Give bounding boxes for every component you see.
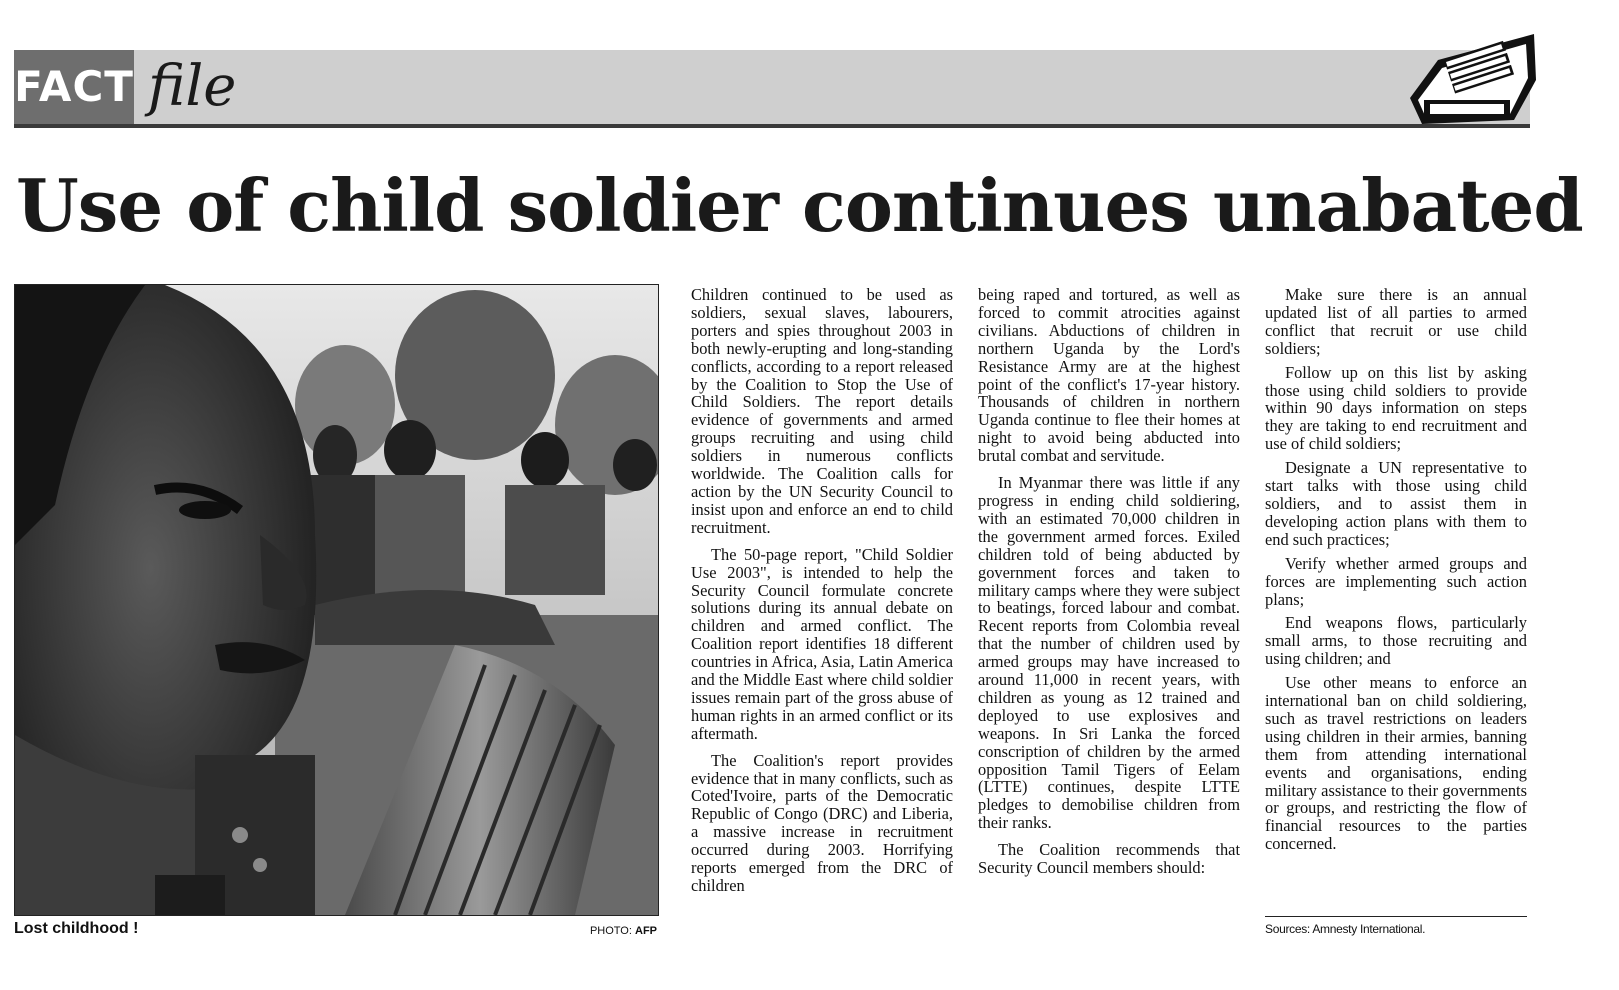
recommendation-item: Follow up on this list by asking those using child soldiers to provide within 90 days information on steps they are taking to end recruitment and use of child soldiers; (1265, 362, 1527, 454)
recommendation-item: Designate a UN representative to start talks with those using child soldiers, and to assist them in developing action plans with them to end such practices; (1265, 458, 1527, 549)
paragraph: The 50-page report, "Child Soldier Use 2003", is intended to help the Security Council formulate concrete solutions during its annual debate on children and armed conflict. The Coalition report identifies 18 different countries in Africa, Asia, Latin America and the Middle East where child soldier issues remain part of the gross abuse of human rights in an armed conflict or its aftermath. (691, 544, 953, 743)
article-column-2 (978, 286, 1240, 886)
photo-credit-source: AFP (635, 925, 657, 937)
card-file-cabinet-icon (1404, 20, 1544, 130)
paragraph: The Coalition recommends that Security Council members should: (978, 840, 1240, 878)
paragraph: In Myanmar there was little if any progress in ending child soldiering, with an estimated 70,000 children in the government armed forces. Exiled children told of being abducted by government forces and taken to military camps where they were subject to beatings, forced labour and combat. Recent reports from Colombia reveal that the number of children used by armed groups may have increased to around 11,000 in recent years, with children as young as 12 trained and deployed to use explosives and weapons. In Sri Lanka the forced conscription of children by the armed opposition Tamil Tigers of Eelam (LTTE) continues, despite LTTE pledges to demobilise children from their ranks. (978, 473, 1240, 833)
article-column-1 (691, 286, 953, 904)
sources-divider (1265, 916, 1527, 917)
fact-label: FACT (14, 50, 134, 124)
recommendation-item: End weapons flows, particularly small arms, to those recruiting and using children; and (1265, 613, 1527, 669)
paragraph: Children continued to be used as soldiers, sexual slaves, labourers, porters and spies throughout 2003 in both newly-erupting and long-standing conflicts, according to a report released by the Coalition to Stop the Use of Child Soldiers. The report details evidence of governments and armed groups recruiting and using child soldiers in numerous conflicts worldwide. The Coalition calls for action by the UN Security Council to insist upon and enforce an end to child recruitment. (691, 285, 953, 537)
recommendation-item: Make sure there is an annual updated list of all parties to armed conflict that recruit or use child soldiers; (1265, 285, 1527, 358)
recommendations-column (1265, 286, 1527, 859)
fact-file-banner (14, 50, 1530, 128)
news-photo (14, 284, 659, 916)
headline: Use of child soldier continues unabated (16, 163, 1583, 248)
photo-credit (560, 925, 657, 937)
child-soldier-photo (15, 285, 658, 915)
recommendation-item: Use other means to enforce an international ban on child soldiering, such as travel restrictions on leaders using children in their armies, banning them from attending international events and organisations, ending military assistance to their governments or groups, and restricting the flow of financial resources to the parties concerned. (1265, 673, 1527, 854)
paragraph: The Coalition's report provides evidence that in many conflicts, such as Coted'Ivoire, parts of the Democratic Republic of Congo (DRC) and Liberia, a massive increase in recruitment occurred during 2003. Horrifying reports emerged from the DRC of children (691, 750, 953, 895)
file-label: file (148, 54, 237, 119)
photo-caption: Lost childhood ! (14, 920, 139, 937)
paragraph: being raped and tortured, as well as forced to commit atrocities against civilians. Abductions of children in northern Uganda by the Lord's Resistance Army are at the highest point of the conflict's 17-year history. Thousands of children in northern Uganda continue to flee their homes at night to avoid being abducted into brutal combat and servitude. (978, 285, 1240, 466)
sources-note: Sources: Amnesty International. (1265, 922, 1426, 936)
photo-credit-prefix: PHOTO: (589, 925, 632, 937)
recommendation-item: Verify whether armed groups and forces are implementing such action plans; (1265, 553, 1527, 609)
